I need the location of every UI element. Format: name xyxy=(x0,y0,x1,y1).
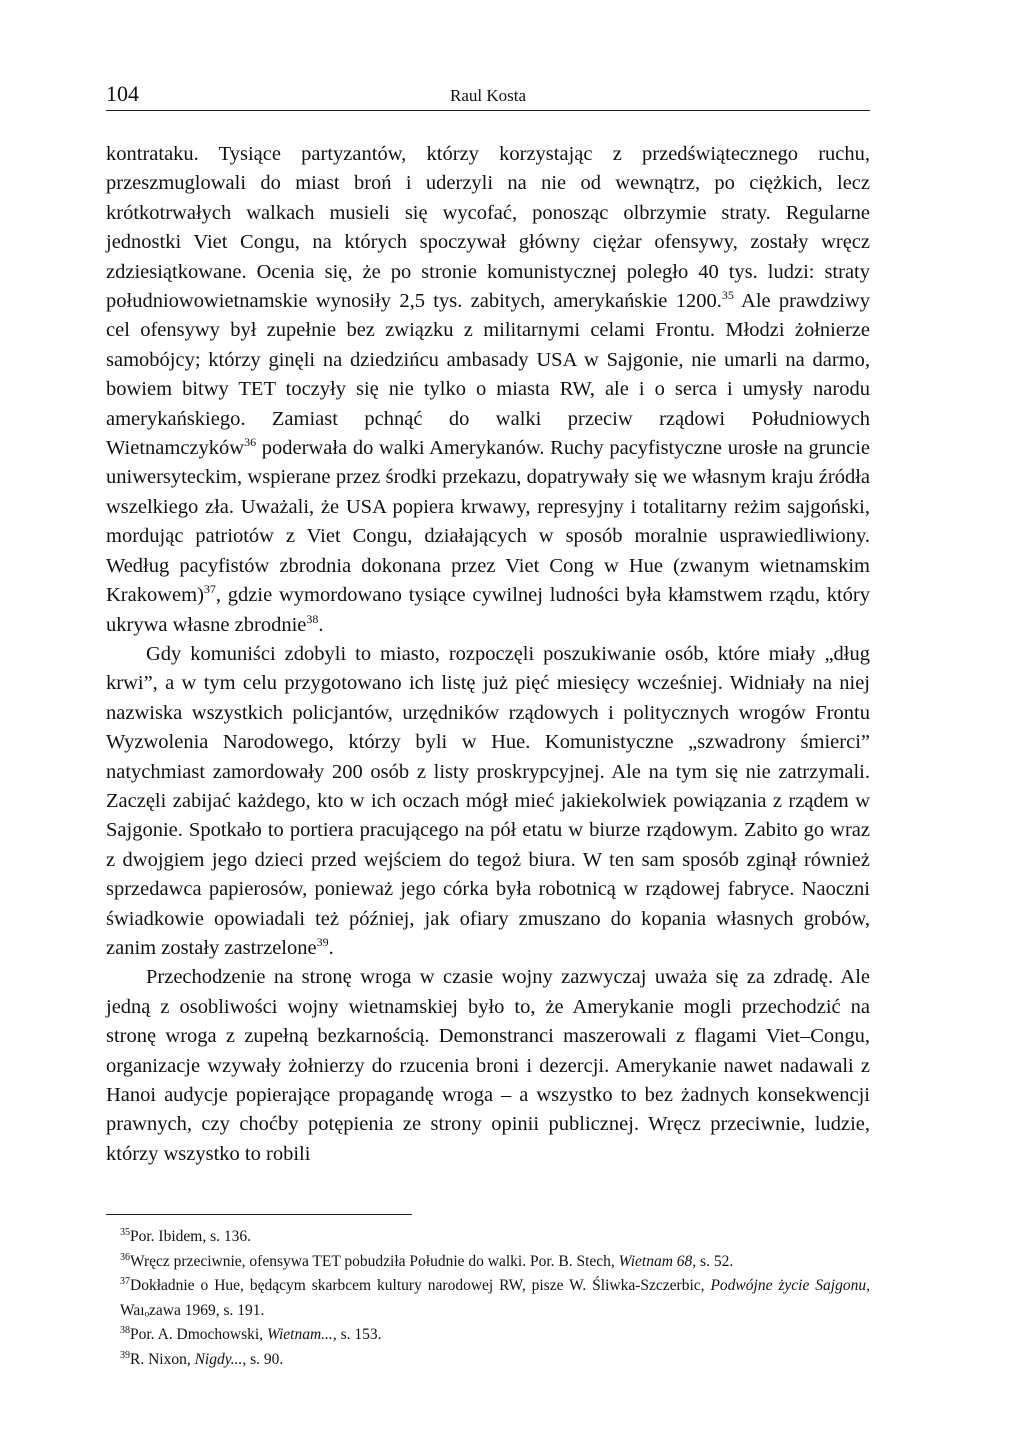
text-run: Wręcz przeciwnie, ofensywa TET pobudziła Południe do walki. Por. B. Stech, xyxy=(130,1252,619,1270)
text-run: Dokładnie o Hue, będącym skarbcem kultury narodowej RW, pisze W. Śliwka-Szczerbic, xyxy=(130,1277,711,1294)
footnote xyxy=(106,1225,870,1250)
footnote-number: 37 xyxy=(120,1276,130,1287)
italic-title: Wietnam... xyxy=(266,1326,333,1343)
text-run: , s. 153. xyxy=(332,1326,382,1343)
text-run: Por. A. Dmochowski, xyxy=(130,1326,267,1343)
text-run: . xyxy=(318,613,324,636)
text-run: Ale prawdziwy cel ofensywy był zupełnie bez związku z militarnymi celami Frontu. Młodzi żołnierze samobójcy; którzy ginęli na dziedzińcu ambasady USA w Sajgonie, nie umarli na darmo, bowiem bitwy TET toczyły się nie tylko o miasta RW, ale i o serca i umysły narodu amerykańskiego. Zamiast pchnąć do walki przeciw rządowi Południowych Wietnamczyków xyxy=(106,290,871,460)
text-run: , s. 52. xyxy=(692,1252,734,1270)
text-run: , s. 90. xyxy=(242,1350,284,1368)
footnote-separator xyxy=(106,1214,412,1215)
footnote-ref: 39 xyxy=(316,934,329,949)
footnote xyxy=(106,1323,870,1348)
footnote-number: 36 xyxy=(120,1251,130,1263)
text-run: . xyxy=(328,936,334,959)
italic-title: Wietnam 68 xyxy=(618,1252,693,1270)
footnote-number: 39 xyxy=(120,1349,130,1361)
page-number: 104 xyxy=(106,81,139,106)
footnote-ref: 38 xyxy=(306,611,319,626)
text-run: Gdy komuniści zdobyli to miasto, rozpoczęli poszukiwanie osób, które miały „dług krwi”, a w tym celu przygotowano ich listę już pięć miesięcy wcześniej. Widniały na niej nazwiska wszystkich policjantów, urzędników rządowych i politycznych wrogów Frontu Wyzwolenia Narodowego, którzy byli w Hue. Komunistyczne „szwadrony śmierci” natychmiast zamordowały 200 osób z listy proskrypcyjnej. Ale na tym się nie zatrzymali. Zaczęli zabijać każdego, kto w ich oczach mógł mieć jakiekolwiek powiązania z rządem w Sajgonie. Spotkało to portiera pracującego na pół etatu w biurze rządowym. Zabito go wraz z dwojgiem jego dzieci przed wejściem do tegoż biura. W ten sam sposób zginął również sprzedawca papierosów, ponieważ jego córka była robotnicą w rządowej fabryce. Naoczni świadkowie opowiadali też później, jak ofiary zmuszano do kopania własnych grobów, zanim zostały zastrzelone xyxy=(106,642,870,959)
footnote-ref: 35 xyxy=(721,288,734,303)
text-run: Przechodzenie na stronę wroga w czasie wojny zazwyczaj uważa się za zdradę. Ale jedną z osobliwości wojny wietnamskiej było to, że Amerykanie mogli przechodzić na stronę wroga z zupełną bezkarnością. Demonstranci maszerowali z flagami Viet–Congu, organizacje wzywały żołnierzy do rzucenia broni i dezercji. Amerykanie nawet nadawali z Hanoi audycje popierające propagandę wroga – a wszystko to bez żadnych konsekwencji prawnych, czy choćby potępienia ze strony opinii publicznej. Wręcz przeciwnie, ludzie, którzy wszystko to robili xyxy=(106,966,870,1165)
text-run: poderwała do walki Amerykanów. Ruchy pacyfistyczne urosłe na gruncie uniwersyteckim, wspierane przez środki przekazu, dopatrywały się we własnym kraju źródła wszelkiego zła. Uważali, że USA popiera krwawy, represyjny i totalitarny reżim sajgoński, mordując patriotów z Viet Congu, działających w sposób moralnie usprawiedliwiony. Według pacyfistów zbrodnia dokonana przez Viet Cong w Hue (zwanym wietnamskim Krakowem) xyxy=(106,437,870,607)
main-text xyxy=(106,140,870,1169)
footnote xyxy=(106,1274,870,1323)
paragraph xyxy=(106,640,870,963)
footnote-ref: 37 xyxy=(203,582,216,597)
footnote-number: 38 xyxy=(120,1325,130,1336)
footnote-ref: 36 xyxy=(244,435,257,450)
text-run: Por. Ibidem, s. 136. xyxy=(130,1228,251,1245)
italic-title: Podwójne życie Sajgonu xyxy=(710,1277,867,1294)
footnote-number: 35 xyxy=(120,1227,130,1238)
text-run: , gdzie wymordowano tysiące cywilnej ludności była kłamstwem rządu, który ukrywa własne zbrodnie xyxy=(106,584,870,636)
paragraph xyxy=(106,963,870,1169)
running-header xyxy=(106,80,870,111)
paragraph xyxy=(106,140,870,640)
italic-title: Nigdy... xyxy=(194,1350,243,1368)
text-run: kontrataku. Tysiące partyzantów, którzy korzystając z przedświątecznego ruchu, przeszmuglowali do miast broń i uderzyli na nie od wewnątrz, po ciężkich, lecz krótkotrwałych walkach musieli się wycofać, ponosząc olbrzymie straty. Regularne jednostki Viet Congu, na których spoczywał główny ciężar ofensywy, zostały wręcz zdziesiątkowane. Ocenia się, że po stronie komunistycznej poległo 40 tys. ludzi: straty południowowietnamskie wynosiły 2,5 tys. zabitych, amerykańskie 1200. xyxy=(106,143,870,313)
footnote xyxy=(106,1348,870,1373)
text-run: , Waıₒzawa 1969, s. 191. xyxy=(120,1277,870,1319)
footnotes xyxy=(106,1225,870,1372)
footnote xyxy=(106,1250,870,1275)
text-run: R. Nixon, xyxy=(130,1350,195,1368)
running-title: Raul Kosta xyxy=(449,86,527,105)
